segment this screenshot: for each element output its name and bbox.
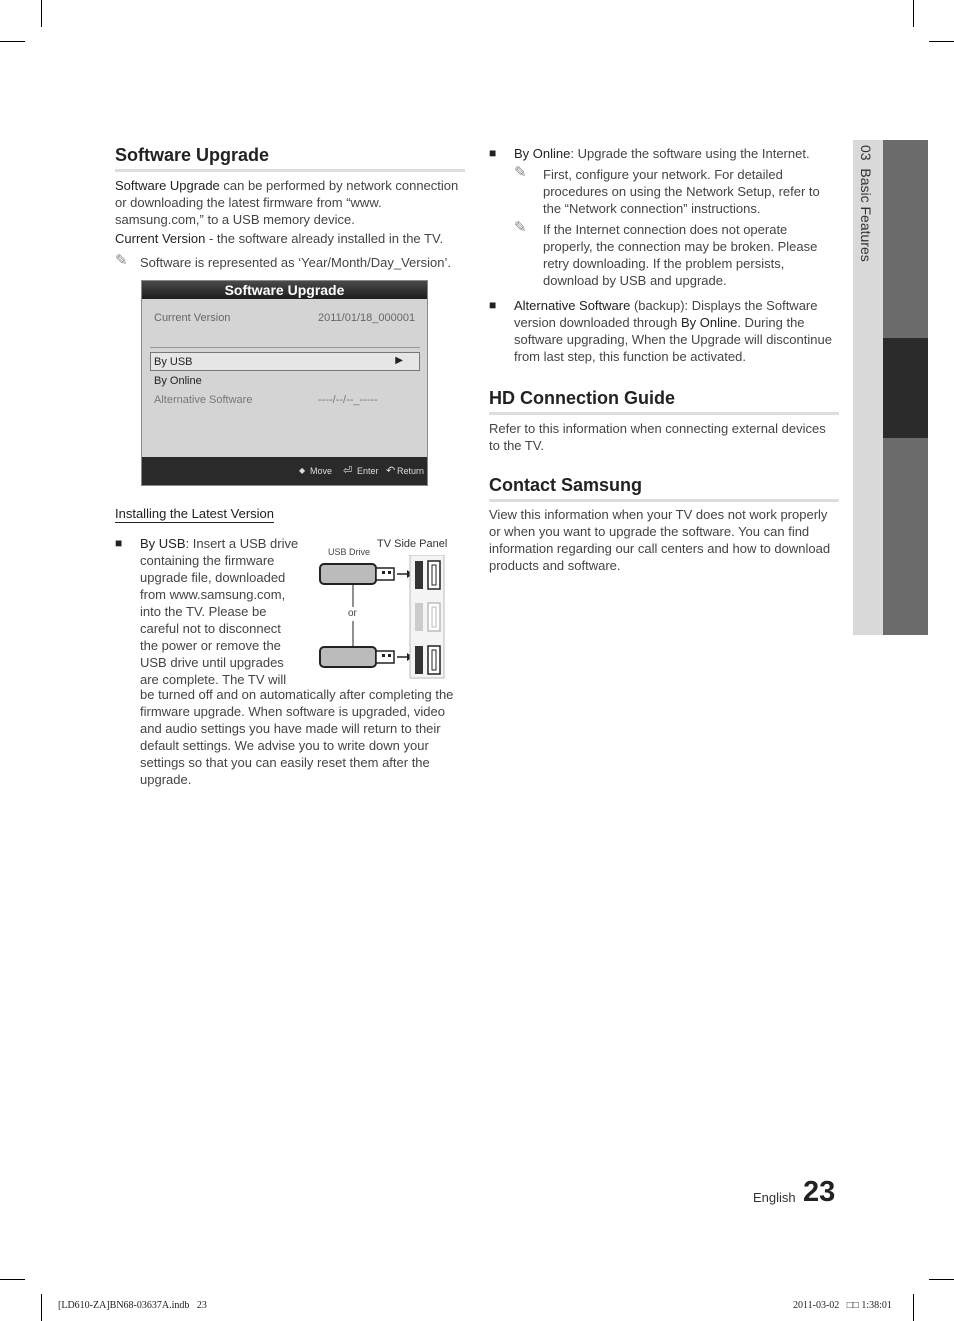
play-arrow-icon: ▶	[395, 355, 403, 366]
footer-date-info: 2011-03-02 □□ 1:38:01	[793, 1300, 892, 1311]
pencil-note-icon: ✎	[514, 219, 527, 236]
software-upgrade-intro: Software Upgrade can be performed by network connection or downloading the latest firmware from “www. samsung.com,” to a USB memory device.	[115, 178, 459, 227]
return-icon: ↶	[386, 465, 396, 477]
hd-connection-guide-heading: HD Connection Guide	[489, 388, 839, 415]
move-arrows-icon: ◆	[299, 466, 306, 475]
contact-samsung-heading: Contact Samsung	[489, 475, 839, 502]
contact-samsung-text: View this information when your TV does not work properly or when you want to upgrade the software. You can find information regarding our call centers and how to download products and software.	[489, 507, 831, 573]
by-usb-continuation: be turned off and on automatically after completing the firmware upgrade. When software is upgraded, video and audio settings you have made will return to their default settings. We advise you to write down your settings so that you can easily reset them after the upgrade.	[140, 687, 454, 787]
footer-file-info: [LD610-ZA]BN68-03637A.indb 23	[58, 1300, 207, 1311]
bullet-icon: ■	[489, 146, 497, 160]
pencil-note-icon: ✎	[115, 252, 128, 269]
usb-drive-label: USB Drive	[328, 547, 371, 557]
enter-icon: ⏎	[343, 465, 353, 477]
or-label: or	[348, 608, 357, 619]
osd-alt-software-value: ----/--/--_-----	[318, 394, 378, 406]
current-version-text: Current Version - the software already installed in the TV.	[115, 231, 444, 246]
software-upgrade-heading: Software Upgrade	[115, 145, 465, 172]
page-number: 23	[803, 1176, 836, 1208]
tv-side-panel-label: TV Side Panel	[377, 538, 448, 550]
osd-alt-software-item[interactable]: Alternative Software	[154, 394, 253, 406]
osd-enter-label: Enter	[357, 466, 379, 476]
chapter-tab-active	[883, 338, 928, 438]
chapter-tab-label: 03 Basic Features	[858, 145, 874, 262]
alternative-software-text: Alternative Software (backup): Displays the Software version downloaded through By Online. During the software upgrading, When the Upgrade will discontinue from last step, this function be activated.	[514, 298, 832, 364]
network-note-1: First, configure your network. For detailed procedures on using the Network Setup, refer to the “Network connection” instructions.	[543, 167, 820, 216]
usb-connection-diagram	[318, 555, 448, 680]
chapter-tab-dark-bottom	[883, 438, 928, 635]
software-upgrade-osd	[141, 280, 428, 486]
by-usb-lines: By USB: Insert a USB drive containing the firmware upgrade file, downloaded from www.samsung.com, into the TV. Please be careful not to disconnect the power or remove the USB drive until upgrades are complete. The TV will	[140, 536, 299, 687]
footer-language: English	[753, 1190, 796, 1205]
osd-move-label: Move	[310, 466, 333, 476]
osd-by-usb-item[interactable]	[150, 352, 420, 371]
bullet-icon: ■	[115, 536, 123, 550]
bullet-icon: ■	[489, 298, 497, 312]
osd-footer	[142, 457, 427, 485]
installing-heading: Installing the Latest Version	[115, 506, 274, 521]
network-note-2: If the Internet connection does not operate properly, the connection may be broken. Please retry downloading. If the problem persists, download by USB and upgrade.	[543, 222, 818, 288]
osd-current-value: 2011/01/18_000001	[318, 312, 416, 324]
osd-current-label: Current Version	[154, 312, 231, 324]
by-online-text: By Online: Upgrade the software using the Internet.	[514, 146, 810, 161]
osd-by-online-item[interactable]: By Online	[154, 375, 202, 387]
osd-title: Software Upgrade	[142, 281, 427, 299]
osd-by-usb-label: By USB	[154, 356, 193, 368]
pencil-note-icon: ✎	[514, 164, 527, 181]
version-format-note: Software is represented as ‘Year/Month/Day_Version’.	[140, 255, 451, 270]
chapter-tab-dark-top	[883, 140, 928, 338]
hd-connection-text: Refer to this information when connecting external devices to the TV.	[489, 421, 826, 453]
osd-return-label: Return	[397, 466, 425, 476]
